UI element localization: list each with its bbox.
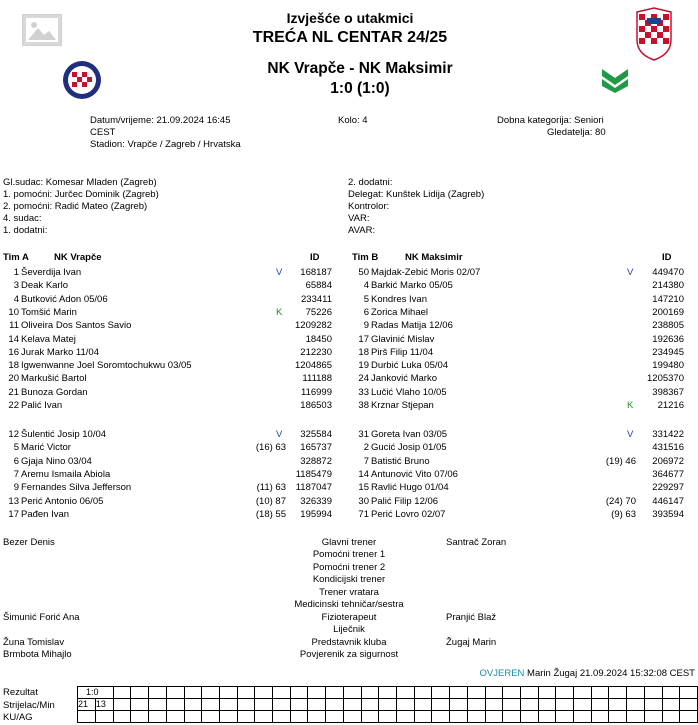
results-cell [503,711,521,723]
results-cell [379,687,397,699]
results-cell [450,687,468,699]
official-line: 4. sudac: [3,213,42,224]
player-id: 212230 [300,346,332,358]
substitution-info: (16) 63 [255,442,286,454]
results-cell [485,687,503,699]
results-cell [273,687,291,699]
staff-name-away: Santrač Zoran [446,537,507,548]
results-cell [361,711,379,723]
player-name: Lučić Vlaho 10/05 [371,386,447,398]
results-cell [538,711,556,723]
player-id: 1185479 [295,468,332,480]
nk-maksimir-crest-icon [600,64,630,94]
results-cell [609,699,627,711]
results-cell [237,711,255,723]
results-cell [343,687,361,699]
results-cell [556,711,574,723]
player-mark: K [276,306,283,318]
match-stadium: Stadion: Vrapče / Zagreb / Hrvatska [90,139,241,150]
staff-role: Liječnik [333,624,365,636]
player-id: 233411 [301,293,332,305]
player-number: 6 [363,306,369,318]
result-label: Rezultat [3,687,38,698]
staff-name-home: Bezer Denis [3,537,55,548]
officials-right [348,177,484,237]
player-name: Durbić Luka 05/04 [371,360,449,372]
results-cell [184,711,202,723]
results-cell [219,699,237,711]
nk-vrapce-crest-icon [62,60,102,100]
player-id: 234945 [652,346,684,358]
official-line: VAR: [348,213,370,224]
staff-name-home: Šimunić Forić Ana [3,611,80,623]
player-mark: V [276,267,283,278]
results-cell [219,687,237,699]
league-title: TREĆA NL CENTAR 24/25 [252,29,448,46]
results-cell [202,699,220,711]
staff-name-home: Žuna Tomislav [3,636,65,648]
player-number: 17 [8,508,19,520]
player-id: 165737 [300,442,332,454]
player-id: 393594 [652,508,684,520]
results-cell [609,687,627,699]
results-cell [662,687,680,699]
results-row [78,687,698,699]
results-cell [219,711,237,723]
results-cell [184,699,202,711]
results-cell [308,687,326,699]
hns-crest-icon [633,6,675,62]
player-id: 116999 [301,386,332,398]
results-cell [467,687,485,699]
results-cell [538,687,556,699]
player-number: 6 [13,455,19,467]
image-placeholder-icon [22,14,62,46]
player-name: Gjaja Nino 03/04 [21,455,92,467]
player-number: 15 [358,482,369,494]
results-row [78,711,698,723]
player-number: 11 [9,320,19,332]
player-number: 50 [358,267,369,278]
staff-role: Predstavnik kluba [311,636,387,648]
results-cell [591,699,609,711]
player-number: 19 [358,360,369,372]
player-number: 7 [13,468,19,480]
results-cell [680,687,698,699]
results-cell [379,711,397,723]
player-id: 186503 [300,400,332,411]
player-number: 4 [363,280,369,292]
results-cell [290,687,308,699]
player-id: 325584 [300,429,332,440]
official-line: 2. pomoćni: Radić Mateo (Zagreb) [3,201,148,212]
substitution-info: (18) 55 [255,508,286,520]
results-cell [255,699,273,711]
results-cell [414,687,432,699]
player-number: 2 [363,442,369,454]
staff-role: Kondicijski trener [312,574,386,586]
staff-role: Medicinski tehničar/sestra [294,599,404,611]
verification-line [480,668,695,679]
player-name: Igwenwanne Joel Soromtochukwu 03/05 [21,360,192,372]
player-id: 326339 [300,495,332,507]
player-id: 398367 [652,386,684,398]
results-cell [556,687,574,699]
player-number: 4 [13,293,19,305]
results-cell [662,711,680,723]
results-cell [574,699,592,711]
team-a-name: NK Vrapče [54,252,102,263]
results-cell [644,687,662,699]
player-number: 20 [8,373,19,385]
player-number: 71 [358,508,369,520]
results-cell [290,699,308,711]
official-line: 1. pomoćni: Jurčec Dominik (Zagreb) [3,189,159,200]
match-round: Kolo: 4 [338,115,368,126]
results-row [78,699,698,711]
results-cell [467,699,485,711]
cards-label: KU/AG [3,712,33,723]
official-line: AVAR: [348,225,376,236]
results-cell [326,699,344,711]
player-name: Barkić Marko 05/05 [371,280,453,292]
player-name: Batistić Bruno [371,455,430,467]
player-number: 14 [8,333,19,345]
results-cell [644,699,662,711]
results-cell [467,711,485,723]
player-number: 30 [358,495,369,507]
player-mark: V [627,267,634,278]
player-number: 3 [13,280,19,292]
player-number: 31 [358,429,369,440]
official-line: Kontrolor: [348,201,390,212]
team-b-name: NK Maksimir [405,252,463,263]
verified-text: Marin Žugaj 21.09.2024 15:32:08 CEST [527,668,695,679]
player-id: 449470 [652,267,684,278]
player-name: Krznar Stjepan [371,400,434,411]
staff-name-away: Pranjić Blaž [446,611,497,623]
team-b-label: Tim B [352,252,379,263]
results-cell [131,687,149,699]
results-cell [414,711,432,723]
player-id: 229297 [652,482,684,494]
results-cell [379,699,397,711]
player-number: 12 [8,429,19,440]
results-cell [627,711,645,723]
substitution-info: (11) 63 [256,482,286,494]
player-name: Palić Filip 12/06 [371,495,439,507]
player-number: 16 [8,346,19,358]
player-name: Perić Lovro 02/07 [371,508,446,520]
player-name: Butković Adon 05/06 [21,293,108,305]
results-cell [202,711,220,723]
player-number: 18 [358,346,369,358]
official-line: Delegat: Kunštek Lidija (Zagreb) [348,189,485,200]
player-name: Janković Marko [371,373,437,385]
results-cell [662,699,680,711]
player-number: 5 [363,293,369,305]
results-cell [680,711,698,723]
results-cell [503,687,521,699]
player-name: Gucić Josip 01/05 [371,442,447,454]
player-id: 65884 [305,280,332,292]
results-cell [397,687,415,699]
results-cell [326,711,344,723]
player-number: 10 [8,306,19,318]
player-name: Fernandes Silva Jefferson [21,482,132,494]
results-cell [78,711,96,723]
player-number: 13 [8,495,19,507]
substitution-info: (19) 46 [605,455,636,467]
player-id: 431516 [652,442,684,454]
player-name: Oliveira Dos Santos Savio [21,320,132,332]
player-id: 328872 [300,455,332,467]
player-id: 446147 [652,495,684,507]
team-b-id-header: ID [662,252,672,263]
staff-role: Fizioterapeut [321,611,377,623]
player-id: 206972 [652,455,684,467]
player-id: 1204865 [295,360,332,372]
player-mark: V [276,429,283,440]
results-cell [237,687,255,699]
spectators: Gledatelja: 80 [547,127,606,138]
player-name: Jurak Marko 11/04 [21,346,99,358]
player-id: 1209282 [295,320,332,332]
results-cell [503,699,521,711]
player-name: Aremu Ismaila Abiola [21,468,111,480]
results-cell [131,699,149,711]
results-cell [361,687,379,699]
results-cell [432,711,450,723]
results-cell [255,711,273,723]
player-name: Marić Victor [21,442,71,454]
results-cell [397,711,415,723]
results-cell [520,687,538,699]
player-id: 192636 [652,333,684,345]
results-cell [308,711,326,723]
player-id: 1205370 [647,373,684,385]
player-id: 21216 [657,400,684,411]
team-a-id-header: ID [310,252,320,263]
results-cell [414,699,432,711]
match-title: NK Vrapče - NK Maksimir [267,60,453,77]
player-number: 9 [13,482,19,494]
player-id: 195994 [300,508,332,520]
results-cell [397,699,415,711]
results-cell [644,711,662,723]
player-number: 1 [13,267,19,278]
age-category: Dobna kategorija: Seniori [497,115,604,126]
results-cell [308,699,326,711]
staff-role: Trener vratara [319,586,379,598]
player-number: 33 [358,386,369,398]
results-cell [273,711,291,723]
player-name: Markušić Bartol [21,373,87,385]
result-labels [3,687,55,725]
player-name: Ravlić Hugo 01/04 [371,482,449,494]
player-number: 17 [358,333,369,345]
results-cell [237,699,255,711]
results-cell: 13 [95,699,113,711]
match-score: 1:0 (1:0) [330,80,390,97]
results-cell [113,687,131,699]
results-cell [361,699,379,711]
results-cell [485,711,503,723]
player-id: 147210 [652,293,684,305]
official-line: Gl.sudac: Komesar Mladen (Zagreb) [3,177,157,188]
results-cell [627,699,645,711]
player-number: 38 [358,400,369,411]
results-cell [95,711,113,723]
staff-role: Glavni trener [321,537,377,548]
results-cell [149,687,167,699]
player-id: 238805 [652,320,684,332]
results-cell [113,699,131,711]
player-id: 331422 [652,429,684,440]
player-name: Deak Karlo [21,280,68,292]
report-title: Izvješće o utakmici [286,10,414,26]
results-cell [574,711,592,723]
results-cell: 1:0 [78,687,114,699]
player-id: 214380 [652,280,684,292]
results-cell [680,699,698,711]
player-id: 364677 [652,468,684,480]
player-id: 111188 [302,373,332,385]
scorer-label: Strijelac/Min [3,699,55,711]
results-cell [131,711,149,723]
player-number: 21 [8,386,19,398]
player-id: 1187047 [295,482,332,494]
staff-name-home: Brmbota Mihajlo [3,649,72,661]
team-a-label: Tim A [3,252,29,263]
player-number: 18 [8,360,19,372]
results-cell [485,699,503,711]
results-cell [166,687,184,699]
results-cell [538,699,556,711]
results-cell [255,687,273,699]
player-number: 22 [8,400,19,411]
results-cell [326,687,344,699]
results-cell [574,687,592,699]
player-name: Tomšić Marin [21,306,77,318]
player-number: 7 [363,455,369,467]
player-name: Šulentić Josip 10/04 [21,429,107,440]
player-name: Antunović Vito 07/06 [371,468,458,480]
player-mark: K [627,400,634,411]
player-id: 168187 [300,267,332,278]
player-id: 75226 [305,306,332,318]
player-name: Majdak-Zebić Moris 02/07 [371,267,481,278]
player-name: Pirš Filip 11/04 [371,346,434,358]
results-cell [432,699,450,711]
results-cell [520,699,538,711]
player-name: Glavinić Mislav [371,333,435,345]
verified-status: OVJEREN [479,668,525,679]
results-cell [432,687,450,699]
results-cell [450,711,468,723]
results-cell [166,711,184,723]
player-number: 9 [363,320,369,332]
results-cell [591,711,609,723]
player-name: Goreta Ivan 03/05 [371,429,448,440]
player-name: Ševerdija Ivan [21,267,82,278]
player-name: Zorica Mihael [371,306,429,318]
player-name: Kondres Ivan [371,293,427,305]
match-timezone: CEST [90,127,116,138]
official-line: 2. dodatni: [348,177,393,188]
staff-role: Povjerenik za sigurnost [299,649,399,661]
results-cell [184,687,202,699]
staff-name-away: Žugaj Marin [446,636,497,648]
results-cell: 21 [78,699,96,711]
official-line: 1. dodatni: [3,225,48,236]
match-datetime: Datum/vrijeme: 21.09.2024 16:45 [90,115,231,126]
player-name: Pađen Ivan [21,508,70,520]
results-cell [343,711,361,723]
results-cell [166,699,184,711]
results-cell [450,699,468,711]
substitution-info: (24) 70 [605,495,636,507]
player-name: Kelava Matej [21,333,76,345]
player-name: Palić Ivan [21,400,63,411]
player-id: 200169 [652,306,684,318]
player-name: Radas Matija 12/06 [371,320,453,332]
results-cell [609,711,627,723]
results-cell [273,699,291,711]
player-name: Perić Antonio 06/05 [21,495,104,507]
results-cell [113,711,131,723]
officials-left [3,177,159,237]
player-number: 5 [13,442,19,454]
substitution-info: (10) 87 [255,495,286,507]
staff-role: Pomoćni trener 2 [312,561,386,573]
player-mark: V [627,429,634,440]
results-cell [343,699,361,711]
results-cell [202,687,220,699]
player-number: 14 [358,468,369,480]
results-grid [77,686,698,723]
results-cell [591,687,609,699]
results-cell [556,699,574,711]
player-id: 18450 [305,333,332,345]
results-cell [520,711,538,723]
staff-role: Pomoćni trener 1 [312,549,386,561]
results-cell [149,711,167,723]
player-id: 199480 [652,360,684,372]
results-cell [627,687,645,699]
results-cell [290,711,308,723]
player-number: 24 [358,373,369,385]
player-name: Bunoza Gordan [21,386,88,398]
results-cell [149,699,167,711]
substitution-info: (9) 63 [611,508,636,520]
